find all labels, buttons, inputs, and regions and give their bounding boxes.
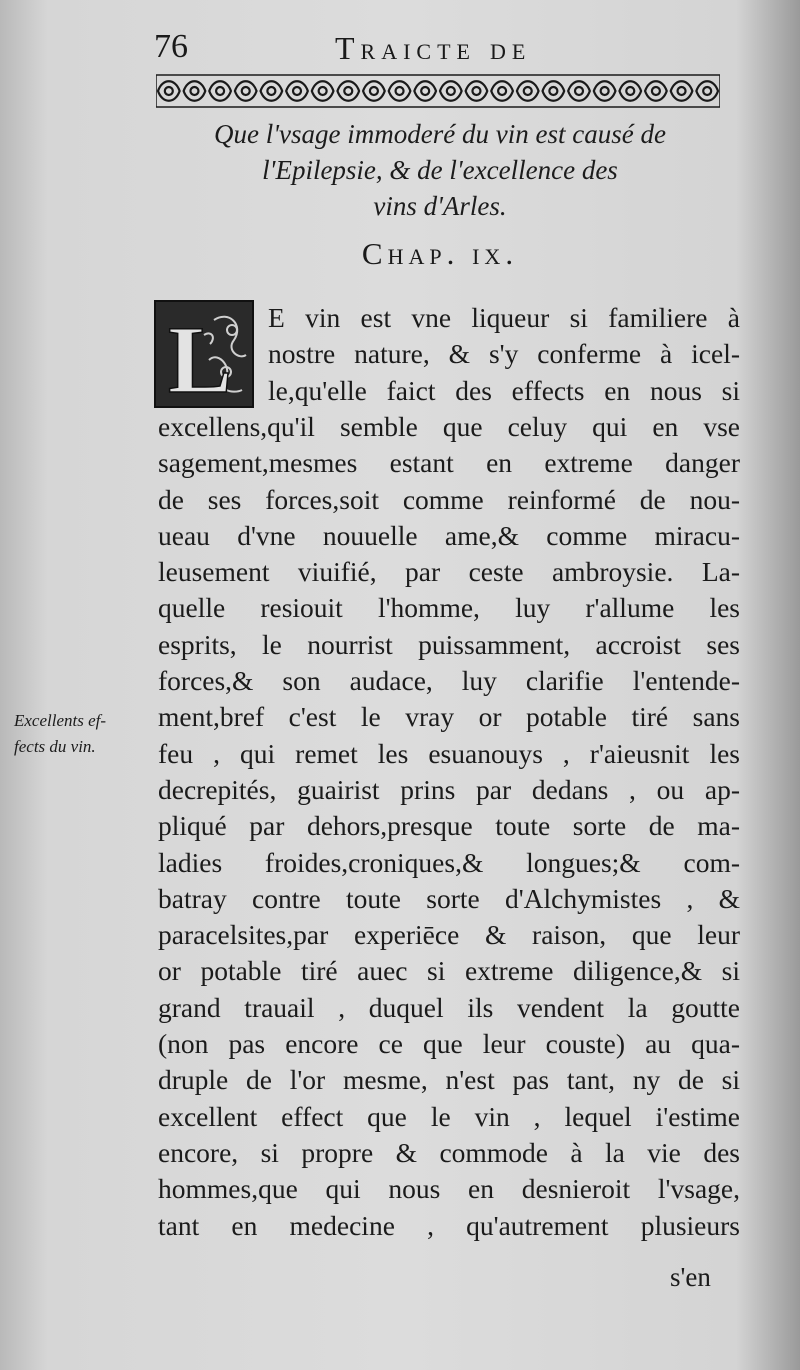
chapter-title-line: Que l'vsage immoderé du vin est causé de bbox=[214, 119, 666, 149]
ornament-knot-center bbox=[165, 87, 173, 95]
ornament-knot-center bbox=[396, 87, 404, 95]
ornament-knot-center bbox=[498, 87, 506, 95]
ornament-knot bbox=[696, 81, 718, 101]
body-line: (non pas encore ce que leur couste) au qua- bbox=[158, 1028, 740, 1059]
ornament-knot-center bbox=[472, 87, 480, 95]
ornament-knot-center bbox=[370, 87, 378, 95]
ornament-knot bbox=[568, 81, 590, 101]
body-line: druple de l'or mesme, n'est pas tant, ny de si bbox=[158, 1064, 740, 1096]
ornament-knot-center bbox=[524, 87, 532, 95]
ornament-knot bbox=[363, 81, 385, 101]
ornament-knot-center bbox=[344, 87, 352, 95]
body-line: batray contre toute sorte d'Alchymistes , & bbox=[158, 882, 740, 914]
decorated-initial bbox=[154, 300, 254, 408]
ornament-knot bbox=[261, 81, 283, 101]
catchword: s'en bbox=[670, 1262, 711, 1292]
ornament-knot-center bbox=[267, 87, 275, 95]
body-line: sagement,mesmes estant en extreme danger bbox=[158, 447, 740, 479]
body-line: encore, si propre & commode à la vie des bbox=[158, 1136, 740, 1168]
ornament-knot bbox=[594, 81, 616, 101]
ornament-knot bbox=[158, 81, 180, 101]
ornament-knot bbox=[337, 81, 359, 101]
chapter-title bbox=[150, 116, 730, 224]
ornament-knot bbox=[414, 81, 436, 101]
body-line: decrepités, guairist prins par dedans , ou ap- bbox=[158, 773, 740, 805]
ornament-knot-center bbox=[242, 87, 250, 95]
ornament-knot bbox=[491, 81, 513, 101]
ornamental-border bbox=[156, 74, 720, 108]
ornament-knot-center bbox=[678, 87, 686, 95]
ornament-knot-center bbox=[421, 87, 429, 95]
body-line: de ses forces,soit comme reinformé de nou- bbox=[158, 483, 740, 515]
ornament-knot-center bbox=[601, 87, 609, 95]
body-line: feu , qui remet les esuanouys , r'aieusnit les bbox=[158, 737, 740, 769]
ornament-knot bbox=[235, 81, 257, 101]
body-line: nostre nature, & s'y conferme à icel- bbox=[268, 338, 740, 370]
ornament-knot bbox=[543, 81, 565, 101]
ornament-knot bbox=[389, 81, 411, 101]
ornament-knot bbox=[312, 81, 334, 101]
ornament-knot bbox=[645, 81, 667, 101]
body-line: paracelsites,par experiēce & raison, que leur bbox=[158, 919, 740, 951]
body-line: ment,bref c'est le vray or potable tiré sans bbox=[158, 701, 740, 733]
body-line: excellent effect que le vin , lequel i'estime bbox=[158, 1100, 740, 1132]
chapter-title-line: vins d'Arles. bbox=[373, 191, 507, 221]
running-head: Traicte de bbox=[335, 30, 532, 66]
ornament-knot-center bbox=[652, 87, 660, 95]
marginal-note-line: fects du vin. bbox=[14, 737, 96, 756]
chapter-title-line: l'Epilepsie, & de l'excellence des bbox=[262, 155, 618, 185]
body-line: hommes,que qui nous en desnieroit l'vsage, bbox=[158, 1173, 740, 1205]
ornament-knot bbox=[440, 81, 462, 101]
ornament-knot-center bbox=[703, 87, 711, 95]
body-line: esprits, le nourrist puissamment, accroist ses bbox=[158, 628, 740, 660]
ornament-knot bbox=[184, 81, 206, 101]
marginal-note-line: Excellents ef- bbox=[14, 711, 107, 730]
body-line: le,qu'elle faict des effects en nous si bbox=[268, 374, 740, 406]
drop-cap-letter: L bbox=[168, 306, 233, 408]
ornament-knot bbox=[466, 81, 488, 101]
ornament-knot bbox=[286, 81, 308, 101]
body-line: ladies froides,croniques,& longues;& com- bbox=[158, 846, 740, 878]
ornament-knot bbox=[619, 81, 641, 101]
body-line: or potable tiré auec si extreme diligence,& si bbox=[158, 955, 740, 987]
page-header bbox=[150, 28, 730, 68]
page-number: 76 bbox=[154, 28, 188, 65]
body-line: grand trauail , duquel ils vendent la goutte bbox=[158, 991, 740, 1023]
marginal-note bbox=[14, 708, 154, 760]
ornament-knot-center bbox=[549, 87, 557, 95]
ornament-knot-center bbox=[293, 87, 301, 95]
chapter-heading: Chap. ix. bbox=[361, 236, 519, 271]
ornament-knot-center bbox=[319, 87, 327, 95]
ornament-knot-center bbox=[626, 87, 634, 95]
ornament-knot-center bbox=[575, 87, 583, 95]
body-line: pliqué par dehors,presque toute sorte de ma- bbox=[158, 810, 740, 842]
body-line: quelle resiouit l'homme, luy r'allume les bbox=[158, 592, 740, 624]
ornament-knot-center bbox=[216, 87, 224, 95]
body-line: ueau d'vne nouuelle ame,& comme miracu- bbox=[158, 519, 740, 551]
ornament-knot bbox=[671, 81, 693, 101]
ornament-knot bbox=[517, 81, 539, 101]
ornament-knot-center bbox=[447, 87, 455, 95]
body-line: leusement viuifié, par ceste ambroysie. La- bbox=[158, 556, 740, 588]
body-line: E vin est vne liqueur si familiere à bbox=[268, 302, 740, 333]
body-line: forces,& son audace, luy clarifie l'entende- bbox=[158, 665, 740, 696]
ornament-knot bbox=[209, 81, 231, 101]
body-line: excellens,qu'il semble que celuy qui en vse bbox=[158, 410, 740, 442]
ornament-knot-center bbox=[190, 87, 198, 95]
body-line: tant en medecine , qu'autrement plusieurs bbox=[158, 1209, 740, 1241]
